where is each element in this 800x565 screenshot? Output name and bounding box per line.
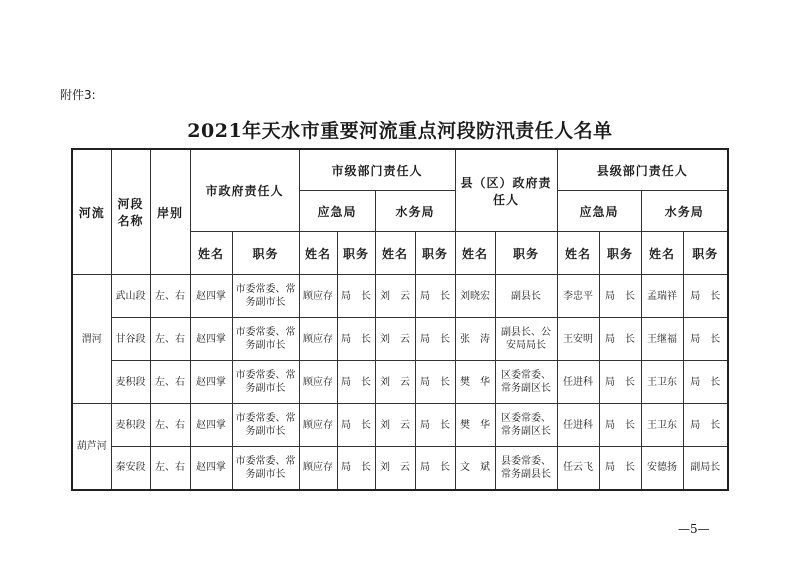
header-bank: 岸别: [150, 149, 190, 275]
table-row: [72, 275, 728, 318]
page-title: 2021年天水市重要河流重点河段防汛责任人名单: [187, 120, 613, 142]
county-emergency-duty-cell: 局 长: [599, 275, 641, 318]
header-name: 姓名: [455, 232, 495, 275]
bank-cell: 左、右: [150, 361, 190, 404]
emergency-name-cell: 顾应存: [299, 404, 337, 447]
header-name: 姓名: [375, 232, 415, 275]
river-cell: 渭河: [72, 275, 111, 404]
bank-cell: 左、右: [150, 447, 190, 490]
emergency-name-cell: 顾应存: [299, 318, 337, 361]
header-section-name: 河段名称: [111, 149, 150, 275]
section-cell: 秦安段: [111, 447, 150, 490]
county-name-cell: 文 斌: [455, 447, 495, 490]
water-duty-cell: 局 长: [415, 318, 455, 361]
county-emergency-name-cell: 任云飞: [557, 447, 599, 490]
header-name: 姓名: [641, 232, 683, 275]
section-cell: 甘谷段: [111, 318, 150, 361]
county-emergency-name-cell: 任进科: [557, 361, 599, 404]
county-name-cell: 樊 华: [455, 404, 495, 447]
table-row: [72, 447, 728, 490]
water-name-cell: 刘 云: [375, 447, 415, 490]
water-name-cell: 刘 云: [375, 318, 415, 361]
city-name-cell: 赵四掌: [190, 404, 232, 447]
county-water-name-cell: 安德扬: [641, 447, 683, 490]
county-emergency-duty-cell: 局 长: [599, 361, 641, 404]
table-row: [72, 318, 728, 361]
county-emergency-name-cell: 李忠平: [557, 275, 599, 318]
county-water-name-cell: 王继福: [641, 318, 683, 361]
emergency-duty-cell: 局 长: [337, 318, 375, 361]
emergency-duty-cell: 局 长: [337, 275, 375, 318]
section-cell: 武山段: [111, 275, 150, 318]
header-duty: 职务: [232, 232, 299, 275]
responsibility-table: [71, 148, 729, 491]
table-row: [72, 404, 728, 447]
city-duty-cell: 市委常委、常务副市长: [232, 447, 299, 490]
county-duty-cell: 区委常委、常务副区长: [495, 404, 557, 447]
water-duty-cell: 局 长: [415, 404, 455, 447]
header-county-dept: 县级部门责任人: [557, 149, 728, 191]
bank-cell: 左、右: [150, 404, 190, 447]
county-emergency-duty-cell: 局 长: [599, 404, 641, 447]
header-river: 河流: [72, 149, 111, 275]
city-name-cell: 赵四掌: [190, 275, 232, 318]
page-number: —5—: [678, 522, 710, 536]
river-cell: 葫芦河: [72, 404, 111, 490]
emergency-name-cell: 顾应存: [299, 275, 337, 318]
header-city-dept: 市级部门责任人: [299, 149, 455, 191]
emergency-duty-cell: 局 长: [337, 361, 375, 404]
county-water-duty-cell: 局 长: [683, 404, 728, 447]
county-water-name-cell: 王卫东: [641, 361, 683, 404]
county-duty-cell: 县委常委、常务副县长: [495, 447, 557, 490]
city-name-cell: 赵四掌: [190, 447, 232, 490]
county-name-cell: 樊 华: [455, 361, 495, 404]
county-emergency-name-cell: 任进科: [557, 404, 599, 447]
county-water-name-cell: 孟瑞祥: [641, 275, 683, 318]
city-name-cell: 赵四掌: [190, 361, 232, 404]
water-name-cell: 刘 云: [375, 275, 415, 318]
header-county-gov: 县（区）政府责任人: [455, 149, 557, 232]
header-county-emergency: 应急局: [557, 191, 641, 232]
header-name: 姓名: [557, 232, 599, 275]
county-duty-cell: 区委常委、常务副区长: [495, 361, 557, 404]
county-duty-cell: 副县长、公安局局长: [495, 318, 557, 361]
emergency-name-cell: 顾应存: [299, 447, 337, 490]
emergency-duty-cell: 局 长: [337, 447, 375, 490]
header-duty: 职务: [495, 232, 557, 275]
city-name-cell: 赵四掌: [190, 318, 232, 361]
emergency-name-cell: 顾应存: [299, 361, 337, 404]
bank-cell: 左、右: [150, 275, 190, 318]
header-duty: 职务: [683, 232, 728, 275]
city-duty-cell: 市委常委、常务副市长: [232, 404, 299, 447]
bank-cell: 左、右: [150, 318, 190, 361]
section-cell: 麦积段: [111, 361, 150, 404]
header-name: 姓名: [190, 232, 232, 275]
county-emergency-name-cell: 王安明: [557, 318, 599, 361]
county-name-cell: 刘晓宏: [455, 275, 495, 318]
header-city-water: 水务局: [375, 191, 455, 232]
header-duty: 职务: [415, 232, 455, 275]
county-water-duty-cell: 局 长: [683, 275, 728, 318]
table-row: [72, 361, 728, 404]
county-name-cell: 张 涛: [455, 318, 495, 361]
county-duty-cell: 副县长: [495, 275, 557, 318]
county-water-duty-cell: 副局长: [683, 447, 728, 490]
section-cell: 麦积段: [111, 404, 150, 447]
emergency-duty-cell: 局 长: [337, 404, 375, 447]
attachment-label: 附件3:: [60, 88, 96, 102]
header-county-water: 水务局: [641, 191, 728, 232]
water-name-cell: 刘 云: [375, 404, 415, 447]
city-duty-cell: 市委常委、常务副市长: [232, 275, 299, 318]
header-duty: 职务: [599, 232, 641, 275]
county-emergency-duty-cell: 局 长: [599, 447, 641, 490]
water-duty-cell: 局 长: [415, 447, 455, 490]
county-water-duty-cell: 局 长: [683, 318, 728, 361]
water-duty-cell: 局 长: [415, 275, 455, 318]
county-water-name-cell: 王卫东: [641, 404, 683, 447]
city-duty-cell: 市委常委、常务副市长: [232, 361, 299, 404]
city-duty-cell: 市委常委、常务副市长: [232, 318, 299, 361]
header-city-gov: 市政府责任人: [190, 149, 299, 232]
water-duty-cell: 局 长: [415, 361, 455, 404]
header-duty: 职务: [337, 232, 375, 275]
header-name: 姓名: [299, 232, 337, 275]
water-name-cell: 刘 云: [375, 361, 415, 404]
header-city-emergency: 应急局: [299, 191, 375, 232]
county-emergency-duty-cell: 局 长: [599, 318, 641, 361]
county-water-duty-cell: 局 长: [683, 361, 728, 404]
